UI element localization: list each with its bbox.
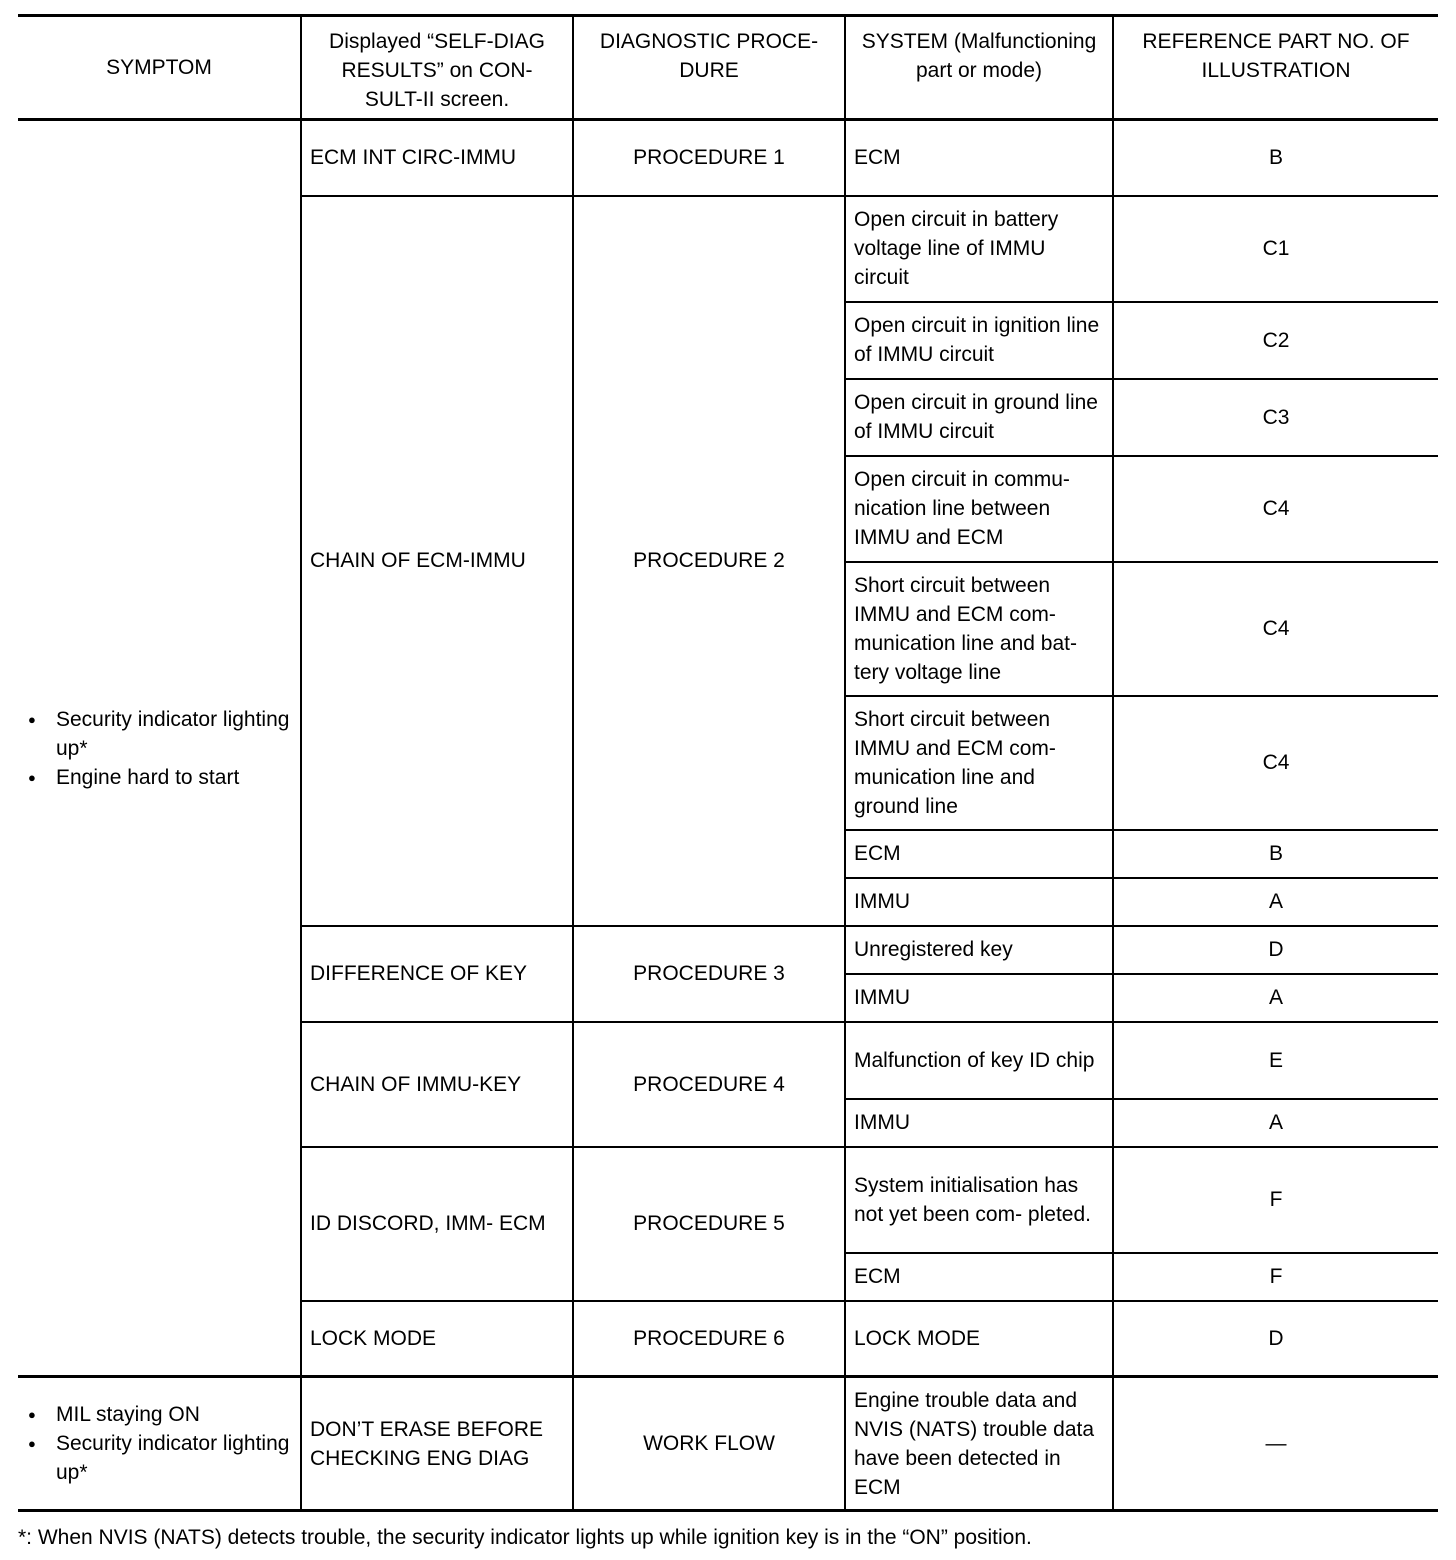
symptom-item: ● Engine hard to start xyxy=(26,763,292,792)
symptom-item: ● Security indicator lighting up* xyxy=(26,705,292,763)
reference-cell: B xyxy=(1113,830,1438,878)
symptom-item: ● MIL staying ON xyxy=(26,1400,292,1429)
self-diag-result-cell: ID DISCORD, IMM- ECM xyxy=(301,1147,573,1301)
procedure-cell: PROCEDURE 4 xyxy=(573,1022,845,1147)
system-cell: ECM xyxy=(845,830,1113,878)
symptom-list xyxy=(26,1400,292,1487)
system-cell: System initialisation has not yet been com- pleted. xyxy=(845,1147,1113,1253)
header-row xyxy=(18,16,1438,120)
system-cell: Open circuit in ground line of IMMU circuit xyxy=(845,379,1113,456)
system-cell: IMMU xyxy=(845,878,1113,926)
procedure-cell: PROCEDURE 3 xyxy=(573,926,845,1022)
self-diag-result-cell: LOCK MODE xyxy=(301,1301,573,1377)
reference-cell: C1 xyxy=(1113,196,1438,302)
header-diagnostic-procedure: DIAGNOSTIC PROCE- DURE xyxy=(573,16,845,120)
reference-cell: B xyxy=(1113,120,1438,196)
symptom-cell xyxy=(18,120,301,1377)
system-cell: Open circuit in commu- nication line between IMMU and ECM xyxy=(845,456,1113,562)
reference-cell: C4 xyxy=(1113,696,1438,830)
header-displayed-results: Displayed “SELF-DIAG RESULTS” on CON- SULT-II screen. xyxy=(301,16,573,120)
system-cell: Open circuit in ignition line of IMMU circuit xyxy=(845,302,1113,379)
self-diag-result-cell: CHAIN OF ECM-IMMU xyxy=(301,196,573,926)
reference-cell: — xyxy=(1113,1377,1438,1511)
system-cell: Malfunction of key ID chip xyxy=(845,1022,1113,1099)
reference-cell: C4 xyxy=(1113,456,1438,562)
system-cell: LOCK MODE xyxy=(845,1301,1113,1377)
reference-cell: E xyxy=(1113,1022,1438,1099)
system-cell: Engine trouble data and NVIS (NATS) trouble data have been detected in ECM xyxy=(845,1377,1113,1511)
footnote: *: When NVIS (NATS) detects trouble, the security indicator lights up while ignition key is in the “ON” position. xyxy=(18,1526,1032,1549)
reference-cell: A xyxy=(1113,878,1438,926)
procedure-cell: PROCEDURE 2 xyxy=(573,196,845,926)
procedure-cell: PROCEDURE 5 xyxy=(573,1147,845,1301)
reference-cell: F xyxy=(1113,1253,1438,1301)
reference-cell: A xyxy=(1113,1099,1438,1147)
table-row xyxy=(18,1377,1438,1511)
system-cell: Short circuit between IMMU and ECM com- munication line and ground line xyxy=(845,696,1113,830)
diagnosis-table xyxy=(18,14,1438,1512)
system-cell: IMMU xyxy=(845,974,1113,1022)
header-symptom: SYMPTOM xyxy=(18,16,301,120)
table-row xyxy=(18,120,1438,196)
symptom-cell xyxy=(18,1377,301,1511)
self-diag-result-cell: CHAIN OF IMMU-KEY xyxy=(301,1022,573,1147)
system-cell: Open circuit in battery voltage line of IMMU circuit xyxy=(845,196,1113,302)
reference-cell: D xyxy=(1113,926,1438,974)
reference-cell: D xyxy=(1113,1301,1438,1377)
main-table-body xyxy=(18,120,1438,1377)
system-cell: ECM xyxy=(845,1253,1113,1301)
self-diag-result-cell: ECM INT CIRC-IMMU xyxy=(301,120,573,196)
symptom-list xyxy=(26,705,292,792)
reference-cell: A xyxy=(1113,974,1438,1022)
reference-cell: C3 xyxy=(1113,379,1438,456)
procedure-cell: PROCEDURE 6 xyxy=(573,1301,845,1377)
reference-cell: F xyxy=(1113,1147,1438,1253)
procedure-cell: WORK FLOW xyxy=(573,1377,845,1511)
symptom-item: ● Security indicator lighting up* xyxy=(26,1429,292,1487)
system-cell: IMMU xyxy=(845,1099,1113,1147)
system-cell: ECM xyxy=(845,120,1113,196)
system-cell: Short circuit between IMMU and ECM com- munication line and bat- tery voltage line xyxy=(845,562,1113,696)
reference-cell: C4 xyxy=(1113,562,1438,696)
system-cell: Unregistered key xyxy=(845,926,1113,974)
procedure-cell: PROCEDURE 1 xyxy=(573,120,845,196)
self-diag-result-cell: DON’T ERASE BEFORE CHECKING ENG DIAG xyxy=(301,1377,573,1511)
self-diag-result-cell: DIFFERENCE OF KEY xyxy=(301,926,573,1022)
header-system: SYSTEM (Malfunctioning part or mode) xyxy=(845,16,1113,120)
header-reference-part: REFERENCE PART NO. OF ILLUSTRATION xyxy=(1113,16,1438,120)
reference-cell: C2 xyxy=(1113,302,1438,379)
